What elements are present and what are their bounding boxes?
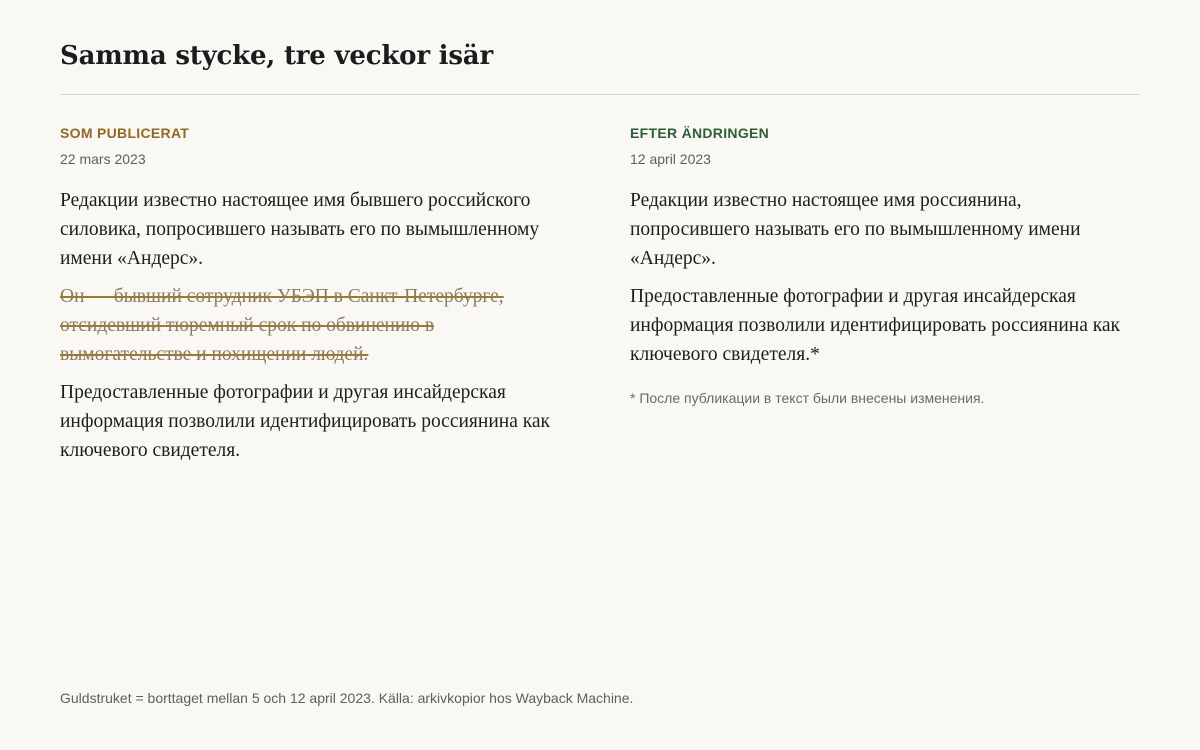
changed-paragraph: Редакции известно настоящее имя россиянина, попросившего называть его по вымышленному имени «Андерс». xyxy=(630,190,1081,269)
published-label: SOM PUBLICERAT xyxy=(60,125,190,141)
source-caption: Guldstruket = borttaget mellan 5 och 12 april 2023. Källa: arkivkopior hos Wayback Machine. xyxy=(60,690,634,706)
published-date: 22 mars 2023 xyxy=(60,151,146,167)
change-footnote: * После публикации в текст были внесены изменения. xyxy=(630,390,985,406)
page-title: Samma stycke, tre veckor isär xyxy=(60,41,493,71)
published-paragraph: Редакции известно настоящее имя бывшего российского силовика, попросившего называть его по вымышленному имени «Андерс». xyxy=(60,190,540,269)
changed-date: 12 april 2023 xyxy=(630,151,711,167)
published-removed-paragraph: Он — бывший сотрудник УБЭП в Санкт-Петербурге, отсидевший тюремный срок по обвинению в вымогательстве и похищении людей. xyxy=(60,286,504,365)
published-paragraph: Предоставленные фотографии и другая инсайдерская информация позволили идентифицировать россиянина как ключевого свидетеля. xyxy=(60,382,551,461)
changed-column xyxy=(630,124,1140,407)
changed-paragraph: Предоставленные фотографии и другая инсайдерская информация позволили идентифицировать россиянина как ключевого свидетеля.* xyxy=(630,286,1121,365)
title-divider xyxy=(60,94,1140,95)
published-column xyxy=(60,124,570,474)
changed-label: EFTER ÄNDRINGEN xyxy=(630,125,770,141)
changed-text xyxy=(630,186,1140,369)
published-text xyxy=(60,186,570,465)
